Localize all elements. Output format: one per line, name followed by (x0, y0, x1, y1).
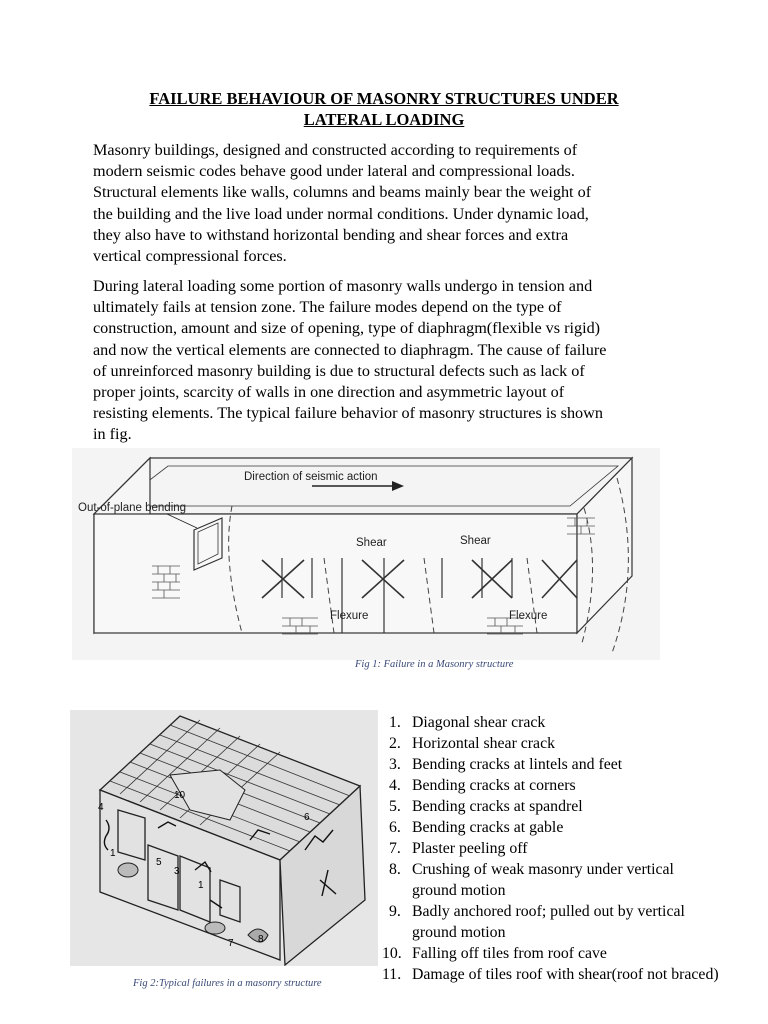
label-7: 7 (228, 938, 234, 949)
paragraph-line: Masonry buildings, designed and constructed according to requirements of (93, 141, 578, 159)
paragraph-line: construction, amount and size of opening, type of diaphragm(flexible vs rigid) (93, 319, 601, 338)
figure-2-caption: Fig 2:Typical failures in a masonry structure (133, 978, 322, 989)
paragraph-intro (93, 140, 678, 267)
title-line-2: LATERAL LOADING (303, 110, 465, 129)
list-item: 11. Damage of tiles roof with shear(roof not braced) (382, 966, 719, 983)
paragraph-line: modern seismic codes behave good under lateral and compressional loads. (93, 162, 575, 181)
list-item: 2. Horizontal shear crack (389, 735, 555, 752)
paragraph-line: resisting elements. The typical failure behavior of masonry structures is shown (93, 404, 603, 423)
list-item: 4. Bending cracks at corners (389, 777, 576, 794)
document-title (90, 88, 678, 130)
list-item: 7. Plaster peeling off (389, 840, 528, 857)
figure-1-masonry-failure (72, 448, 660, 660)
label-flexure-left: Flexure (330, 610, 369, 622)
figure-2-typical-failures (70, 710, 378, 966)
label-direction: Direction of seismic action (244, 471, 378, 483)
list-item: 10. Falling off tiles from roof cave (382, 945, 607, 962)
label-4: 4 (98, 802, 104, 813)
figure-1-caption: Fig 1: Failure in a Masonry structure (355, 659, 514, 670)
label-out-of-plane: Out-of-plane bending (78, 502, 187, 514)
label-8: 8 (258, 934, 264, 945)
paragraph-line: and now the vertical elements are connected to diaphragm. The cause of failure (93, 340, 607, 359)
list-item: 8. Crushing of weak masonry under vertical ground motion (389, 861, 674, 899)
label-10: 10 (174, 790, 186, 801)
list-item: 6. Bending cracks at gable (389, 819, 564, 836)
label-shear-left: Shear (356, 537, 387, 549)
label-shear-right: Shear (460, 535, 491, 547)
label-1: 1 (110, 848, 116, 859)
list-item: 9. Badly anchored roof; pulled out by vertical ground motion (389, 903, 685, 941)
label-flexure-right: Flexure (509, 610, 548, 622)
paragraph-line: in fig. (93, 425, 132, 444)
label-5: 5 (156, 857, 162, 868)
failure-types-list (382, 712, 768, 985)
paragraph-line: vertical compressional forces. (93, 247, 287, 266)
label-6: 6 (304, 812, 310, 823)
crushed-masonry-area (205, 922, 225, 934)
paragraph-line: ultimately fails at tension zone. The failure modes depend on the type of (93, 298, 562, 317)
paragraph-line: Structural elements like walls, columns and beams mainly bear the weight of (93, 183, 592, 202)
list-item: 3. Bending cracks at lintels and feet (389, 756, 623, 773)
plaster-peeling-area (118, 863, 138, 877)
paragraph-line: proper joints, scarcity of walls in one direction and asymmetric layout of (93, 383, 565, 402)
title-line-1: FAILURE BEHAVIOUR OF MASONRY STRUCTURES UNDER (149, 89, 619, 108)
paragraph-line: the building and the live load under normal conditions. Under dynamic load, (93, 204, 589, 223)
paragraph-line: of unreinforced masonry building is due to structural defects such as lack of (93, 361, 585, 380)
list-item: 5. Bending cracks at spandrel (389, 798, 583, 815)
paragraph-line: they also have to withstand horizontal bending and shear forces and extra (93, 225, 569, 244)
paragraph-line: During lateral loading some portion of masonry walls undergo in tension and (93, 277, 593, 295)
list-item: 1. Diagonal shear crack (389, 714, 546, 731)
paragraph-lateral-loading (93, 276, 678, 446)
label-3: 3 (174, 866, 180, 877)
label-1-second: 1 (198, 880, 204, 891)
